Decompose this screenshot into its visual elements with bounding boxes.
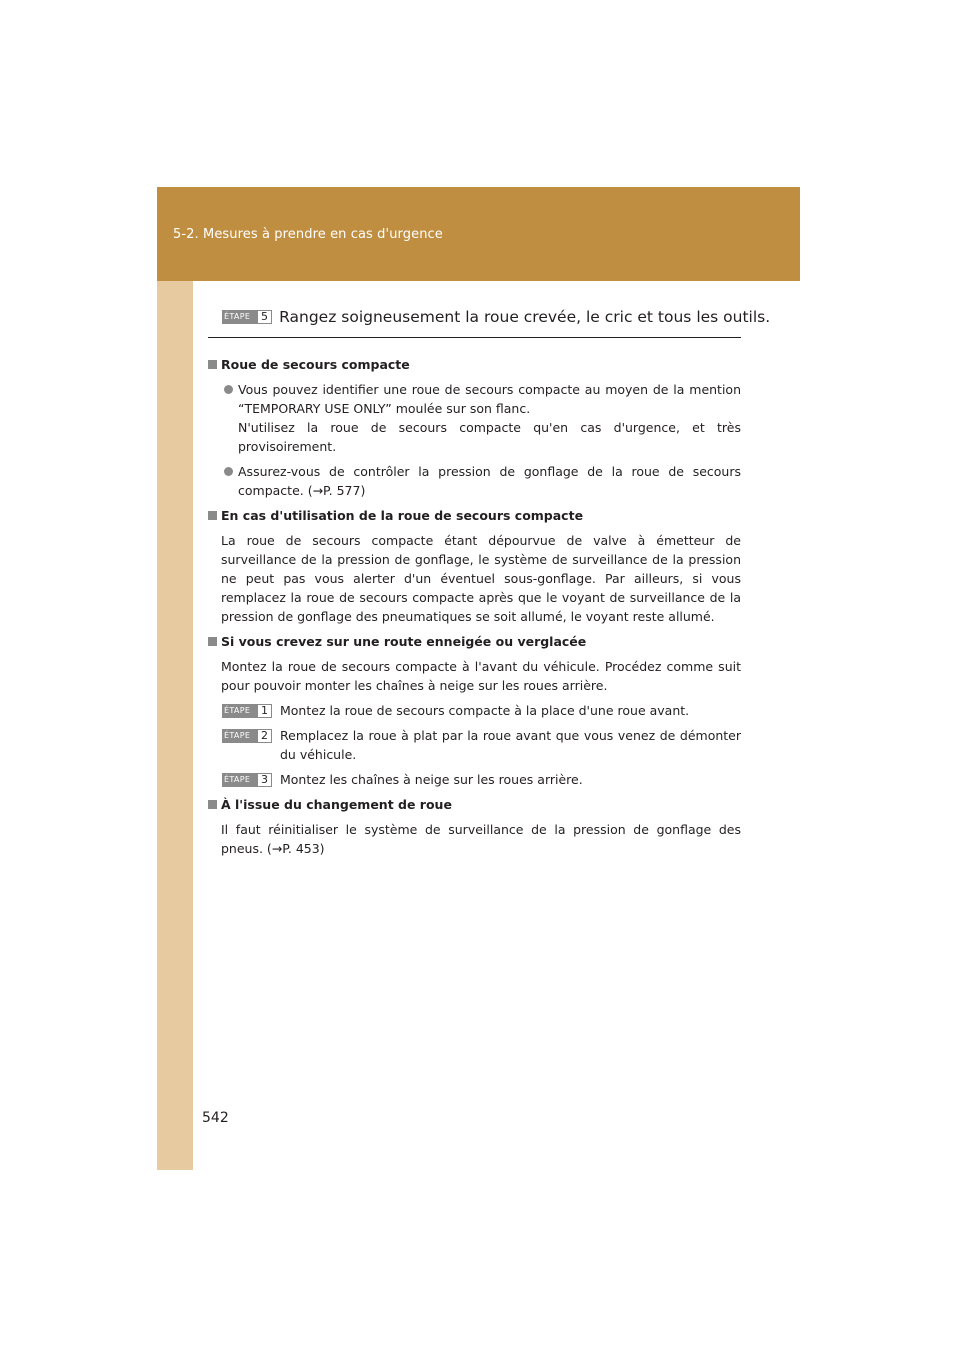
step-badge-label: ÉTAPE: [224, 731, 251, 740]
bullet-item: Assurez-vous de contrôler la pression de gonflage de la roue de secours compacte. (→P. 577): [208, 462, 741, 500]
step-badge-label: ÉTAPE: [224, 775, 251, 784]
step-badge-number: 1: [258, 705, 271, 717]
content: [208, 355, 741, 864]
round-bullet-icon: [224, 467, 233, 476]
step-text: Rangez soigneusement la roue crevée, le cric et tous les outils.: [279, 307, 771, 326]
paragraph: Il faut réinitialiser le système de surveillance de la pression de gonflage des pneus. (→P. 453): [221, 822, 741, 856]
section-title: 5-2. Mesures à prendre en cas d'urgence: [173, 227, 443, 242]
header-band: [157, 187, 800, 281]
section-heading-after-change: À l'issue du changement de roue: [208, 795, 741, 814]
side-bar: [157, 281, 193, 1170]
square-bullet-icon: [208, 637, 217, 646]
square-bullet-icon: [208, 360, 217, 369]
step-badge-label: ÉTAPE: [224, 311, 251, 321]
divider-line: [208, 337, 741, 338]
square-bullet-icon: [208, 511, 217, 520]
step-text: Remplacez la roue à plat par la roue avant que vous venez de démonter du véhicule.: [280, 728, 741, 762]
step-text: Montez les chaînes à neige sur les roues arrière.: [280, 772, 583, 787]
step-2: [208, 726, 741, 764]
step-5: [222, 306, 770, 326]
paragraph: La roue de secours compacte étant dépourvue de valve à émetteur de surveillance de la pression de gonflage, le système de surveillance de la pression ne peut pas vous alerter d'un éventuel sous-gonflage. Par ailleurs, si vous remplacez la roue de secours compacte après que le voyant de surveillance de la pression de gonflage des pneumatiques se soit allumé, le voyant reste allumé.: [221, 533, 741, 624]
round-bullet-icon: [224, 385, 233, 394]
page-number: 542: [202, 1110, 229, 1126]
step-badge-number: 3: [258, 774, 271, 786]
paragraph: Montez la roue de secours compacte à l'avant du véhicule. Procédez comme suit pour pouvoir monter les chaînes à neige sur les roues arrière.: [221, 659, 741, 693]
square-bullet-icon: [208, 800, 217, 809]
step-3: [208, 770, 741, 789]
step-text: Montez la roue de secours compacte à la place d'une roue avant.: [280, 703, 690, 718]
step-1: [208, 701, 741, 720]
step-badge: [222, 704, 272, 718]
section-heading-snowy-road: Si vous crevez sur une route enneigée ou verglacée: [208, 632, 741, 651]
step-badge: [222, 310, 272, 324]
bullet-item: Vous pouvez identifier une roue de secours compacte au moyen de la mention “TEMPORARY USE ONLY” moulée sur son flanc. N'utilisez la roue de secours compacte qu'en cas d'urgence, et très provisoirement.: [208, 380, 741, 456]
step-badge-number: 5: [258, 311, 271, 323]
step-badge-label: ÉTAPE: [224, 706, 251, 715]
step-badge-number: 2: [258, 730, 271, 742]
step-badge: [222, 729, 272, 743]
section-heading-using-spare: En cas d'utilisation de la roue de secours compacte: [208, 506, 741, 525]
step-badge: [222, 773, 272, 787]
section-heading-compact-spare: Roue de secours compacte: [208, 355, 741, 374]
